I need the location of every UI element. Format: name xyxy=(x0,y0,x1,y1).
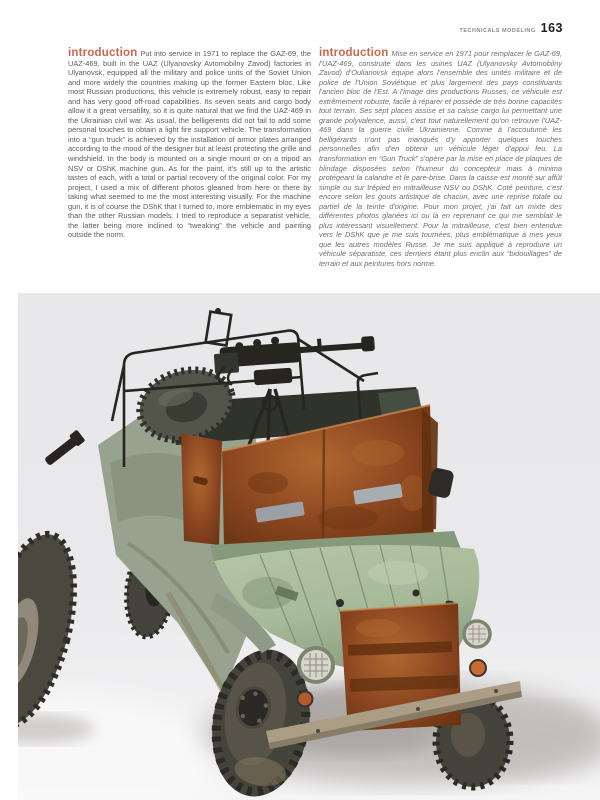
model-photo xyxy=(18,293,600,800)
intro-heading-en: introduction xyxy=(68,47,138,59)
intro-body-en: Put into service in 1971 to replace the GAZ-69, the UAZ-469, built in the UAZ (Ulyanovsky Avtomobilny Zavod) factories in Ulyanovsk, equipped all the military and police units of the Soviet Union and more widely the countries making up the former Eastern bloc. Like most Russian productions, this vehicle is extremely robust, easy to repair and has very good off-road capabilities. Its seven seats and cargo body allow it a great versatility, so it is quite natural that we find the UAZ-469 in the Ukrainian civil war. As usual, the belligerents did not fail to add some personal touches to obtain a light fire support vehicle. The transformation into a “gun truck” is achieved by the installation of armor plates arranged according to the mood of the designer but at least protecting the grille and windshield. In the body is mounted on a single mount or on a tripod an NSV or DShK machine gun. As for the paint, it's still up to the artistic tastes of each, with a total or partial recovery of the original color. For my project, I used a mix of different photos gleaned from here or there by taking what seemed to me the most interesting visually. For the machine gun, it is of course the DShK that I turned to, more emblematic in my eyes than the other Russian models. I tried to reproduce a separatist vehicle, the latter being more inclined to “tweaking” the vehicle and painting outside the norm. xyxy=(68,49,311,240)
ammo-box xyxy=(214,352,239,374)
blinker-right xyxy=(470,660,486,676)
intro-heading-fr: introduction xyxy=(319,47,389,59)
page-header xyxy=(460,21,563,35)
muzzle-brake xyxy=(361,336,375,352)
intro-french xyxy=(319,49,562,269)
intro-columns xyxy=(68,49,562,269)
blinker-left xyxy=(298,692,313,707)
intro-english xyxy=(68,49,311,269)
page-number: 163 xyxy=(540,21,563,35)
intro-body-fr: Mise en service en 1971 pour remplacer le GAZ-69, l'UAZ-469, construite dans les usines UAZ (Ulyanovsky Avtomobilny Zavod) d'Oulianovsk équipe alors l'ensemble des unités militaire et de police de l'Union Soviétique et plus largement des pays constituants l'ancien bloc de l'Est. A l'image des productions Russes, ce véhicule est extrêmement robuste, facile à réparer et possède de très bonne capacités tout terrain. Ses sept places assise et sa caisse cargo lui permettant une grande polyvalence, aussi, c'est tout naturellement qu'on retrouve l'UAZ-469 dans la guerre civile Ukrainienne. Comme à l'accoutumé les belligérants n'ont pas manqués d'y apporter quelques touches personnelles afin d'en obtenir un véhicule léger d'appui feu. La transformation en “Gun Truck” s'opère par la mise en place de plaques de blindage disposées selon l'humeur du concepteur mais à minima protégeant la calandre et le pare-brise. Dans la caisse est monté sur affût simple ou sur trépied en mitrailleuse NSV ou DShK. Coté peinture, c'est encore selon les gouts artistique de chacun, avec une reprise totale ou partiel de la teinte d'origine. Pour mon projet, j'ai fait un mixte des différentes photos glanées ici ou là en reprenant ce qui me semblait le plus intéressant visuellement. Pour la mitrailleuse, c'est bien entendue vers le DShK que je me suis tournées, plus emblématique à mes yeux que les autres modèles Russe. Je me suis appliqué à reproduire un véhicule séparatiste, ces derniers étant plus enclin aux “bidouillages” de terrain et aux peintures hors norme. xyxy=(319,49,562,269)
magazine-title: TECHNICALS MODELING xyxy=(459,28,536,34)
uaz469-gun-truck-illustration xyxy=(18,293,600,800)
